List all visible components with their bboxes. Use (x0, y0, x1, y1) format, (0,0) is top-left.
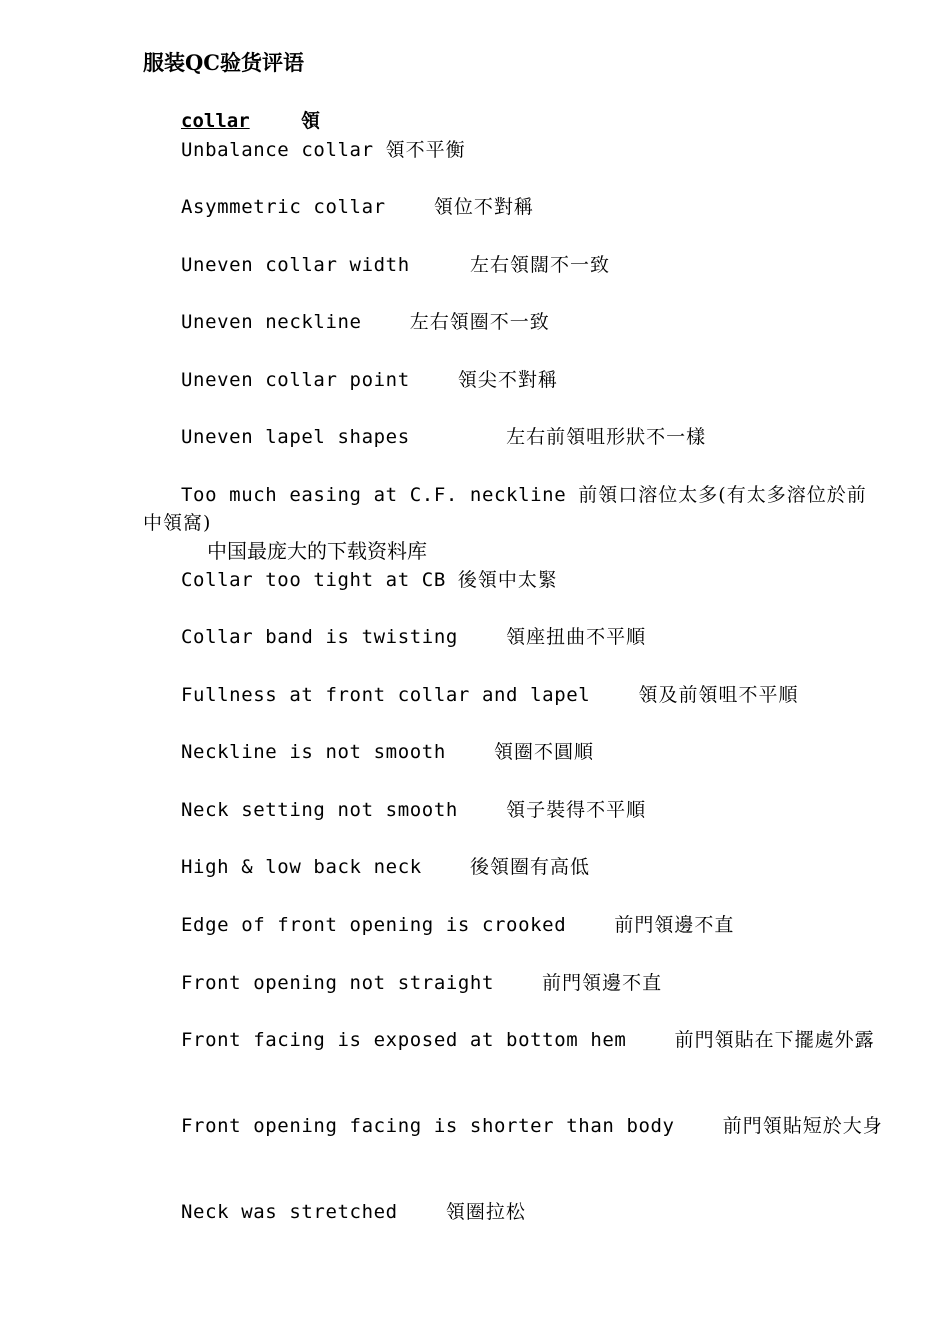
term-chinese: 左右領圈不一致 (409, 311, 550, 333)
term-english: Unbalance collar (181, 139, 386, 161)
term-entry (143, 423, 883, 451)
term-entry (143, 193, 883, 221)
term-english: Collar too tight at CB (181, 569, 458, 591)
term-chinese: 領位不對稱 (433, 196, 534, 218)
term-english: Front opening facing is shorter than body (181, 1115, 723, 1137)
term-entry (143, 623, 883, 651)
term-entry (143, 853, 883, 881)
term-chinese: 領座扭曲不平順 (506, 626, 647, 648)
term-chinese: 領圈拉松 (445, 1201, 526, 1223)
term-chinese: 前領口溶位太多(有太多溶位於前中領窩) (143, 484, 867, 534)
term-english: Neck was stretched (181, 1201, 446, 1223)
term-entry (143, 796, 883, 824)
term-english: Uneven collar width (181, 254, 470, 276)
term-english: Neck setting not smooth (181, 799, 507, 821)
term-chinese: 後領中太緊 (457, 569, 558, 591)
term-chinese: 左右前領咀形狀不一樣 (506, 426, 707, 448)
term-entry (143, 969, 883, 997)
term-chinese: 前門領邊不直 (542, 972, 663, 994)
watermark-note: 中国最庞大的下载资料库 (207, 539, 427, 563)
term-entry (143, 1026, 883, 1054)
term-english: Fullness at front collar and lapel (181, 684, 639, 706)
term-english: High & low back neck (181, 856, 470, 878)
term-chinese: 領尖不對稱 (457, 369, 558, 391)
term-entry (143, 366, 883, 394)
term-english: Too much easing at C.F. neckline (181, 484, 579, 506)
term-english: Uneven collar point (181, 369, 458, 391)
term-english: Front opening not straight (181, 972, 543, 994)
term-entry (143, 481, 883, 537)
term-entry (143, 251, 883, 279)
term-english: Collar band is twisting (181, 626, 507, 648)
term-chinese: 前門領貼短於大身 (722, 1115, 883, 1137)
term-entry (143, 738, 883, 766)
term-english: Edge of front opening is crooked (181, 914, 615, 936)
term-chinese: 領及前領咀不平順 (638, 684, 799, 706)
term-english: Uneven lapel shapes (181, 426, 507, 448)
term-english: Asymmetric collar (181, 196, 434, 218)
term-entry (143, 911, 883, 939)
section-heading-english: collar (181, 110, 250, 132)
term-chinese: 後領圈有高低 (469, 856, 590, 878)
term-entry (143, 1112, 883, 1140)
term-chinese: 領圈不圓順 (494, 741, 595, 763)
term-chinese: 領不平衡 (385, 139, 466, 161)
document-title: 服装QC验货评语 (143, 50, 305, 75)
term-english: Front facing is exposed at bottom hem (181, 1029, 675, 1051)
term-english: Neckline is not smooth (181, 741, 495, 763)
term-english: Uneven neckline (181, 311, 410, 333)
term-entry (143, 1198, 883, 1226)
term-entry (143, 308, 883, 336)
term-entry (143, 681, 883, 709)
term-chinese: 左右領闊不一致 (469, 254, 610, 276)
section-heading-chinese: 領 (301, 110, 321, 132)
term-chinese: 前門領邊不直 (614, 914, 735, 936)
term-chinese: 前門領貼在下擺處外露 (674, 1029, 875, 1051)
term-entry (143, 566, 883, 594)
section-heading (181, 106, 320, 136)
term-entry (143, 136, 883, 164)
term-chinese: 領子裝得不平順 (506, 799, 647, 821)
